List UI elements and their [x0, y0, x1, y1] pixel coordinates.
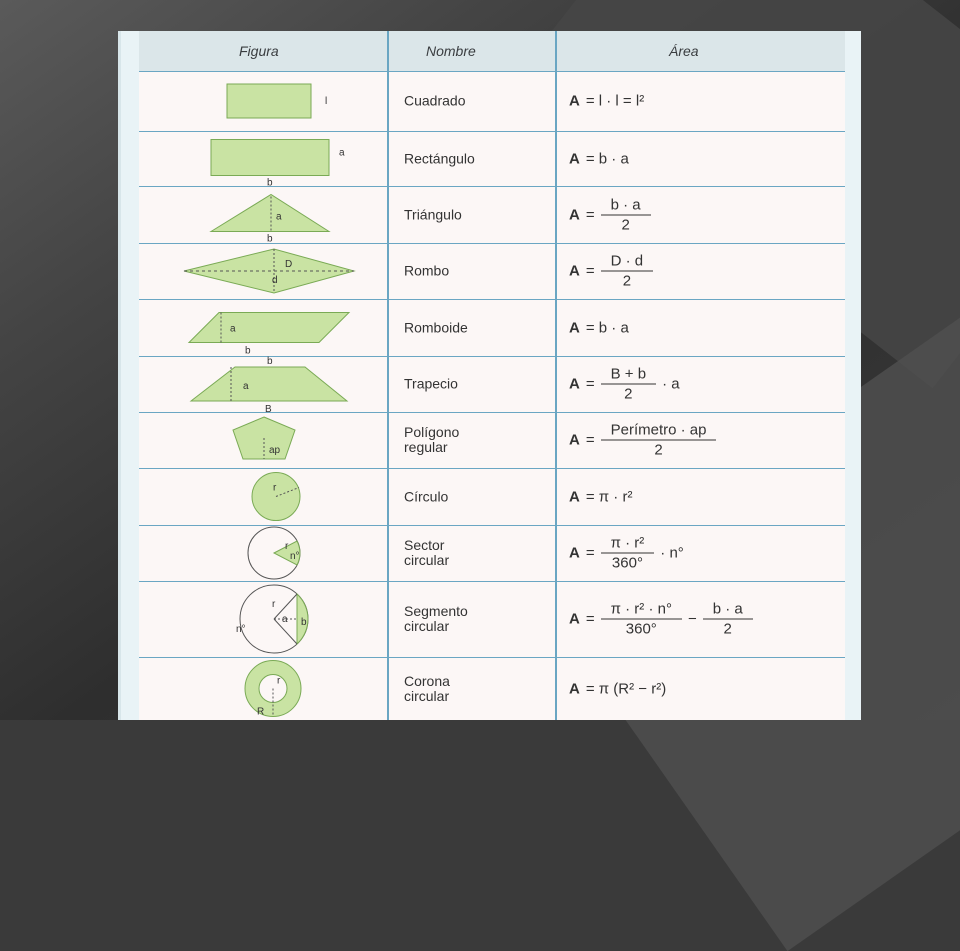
figure-name-line: Polígono	[404, 424, 460, 440]
svg-text:b: b	[267, 356, 273, 367]
figure-name-line: Trapecio	[404, 375, 458, 392]
right-margin-stripe	[845, 31, 861, 720]
numerator: π · r² · n°	[601, 601, 682, 620]
figure-diagram	[139, 299, 387, 356]
area-formula	[569, 366, 680, 403]
area-symbol: A	[569, 431, 580, 449]
shape-drawing	[139, 299, 387, 356]
formula-expression: =	[585, 206, 595, 223]
figure-name-line: circular	[404, 552, 450, 568]
figure-diagram	[139, 131, 387, 186]
numerator: D · d	[601, 253, 654, 272]
figure-name-line: Rombo	[404, 262, 450, 279]
figure-name	[404, 151, 524, 166]
table-row	[139, 131, 845, 187]
formula-expression: = b · a	[585, 319, 629, 336]
area-symbol: A	[569, 206, 580, 223]
figure-name	[404, 674, 524, 704]
area-formula	[569, 680, 666, 697]
formula-expression: = π · r²	[585, 488, 633, 505]
figure-name	[404, 425, 524, 455]
formula-expression: = b · a	[585, 150, 629, 167]
numerator: π · r²	[601, 535, 655, 554]
svg-text:a: a	[339, 147, 345, 159]
figure-name	[404, 207, 524, 222]
denominator: 2	[654, 441, 663, 459]
shape-drawing	[139, 186, 387, 243]
fraction	[601, 601, 682, 638]
formula-expression: =	[585, 375, 595, 393]
area-formula	[569, 601, 753, 638]
header-figura: Figura	[239, 43, 279, 59]
area-symbol: A	[569, 610, 580, 628]
area-symbol: A	[569, 92, 580, 110]
svg-text:r: r	[272, 599, 276, 610]
table-row	[139, 71, 845, 132]
figure-name	[404, 94, 524, 109]
svg-text:D: D	[285, 259, 293, 270]
svg-text:R: R	[257, 706, 265, 718]
formula-expression: = l · l = l²	[585, 92, 645, 110]
figure-name-line: Corona	[404, 672, 450, 689]
figure-name	[404, 538, 524, 568]
figure-name-line: Cuadrado	[404, 92, 466, 109]
formula-suffix: · a	[662, 375, 680, 393]
svg-text:B: B	[265, 404, 272, 412]
svg-text:b: b	[267, 177, 273, 186]
svg-text:l: l	[325, 96, 328, 107]
formula-expression: =	[585, 262, 595, 280]
figure-name-line: Segmento	[404, 603, 468, 619]
numerator: b · a	[703, 601, 753, 620]
svg-text:r: r	[285, 541, 289, 552]
table-row	[139, 525, 845, 582]
figure-diagram	[139, 581, 387, 657]
figure-diagram	[139, 243, 387, 299]
denominator: 2	[624, 385, 633, 403]
figure-name-line: Romboide	[404, 319, 468, 335]
figure-diagram	[139, 71, 387, 131]
area-symbol: A	[569, 375, 580, 393]
fraction	[601, 366, 656, 403]
formula-expression: =	[585, 610, 595, 628]
area-formula	[569, 319, 629, 336]
svg-text:a: a	[276, 211, 282, 223]
svg-text:a: a	[230, 323, 236, 335]
formula-suffix: · n°	[660, 544, 684, 562]
area-formula	[569, 196, 651, 233]
area-symbol: A	[569, 262, 580, 280]
svg-text:b: b	[267, 233, 273, 243]
table-row	[139, 581, 845, 658]
svg-text:a: a	[243, 381, 249, 392]
svg-text:r: r	[277, 675, 281, 687]
area-formula	[569, 535, 684, 572]
area-formula	[569, 150, 629, 167]
fraction	[601, 422, 717, 459]
svg-text:n°: n°	[236, 624, 246, 635]
denominator: 2	[622, 272, 632, 290]
svg-text:ap: ap	[269, 445, 281, 456]
figure-diagram	[139, 525, 387, 581]
svg-text:r: r	[273, 482, 277, 494]
denominator: 2	[621, 216, 630, 233]
figure-diagram	[139, 412, 387, 468]
area-formula	[569, 253, 653, 290]
formula-expression: =	[585, 544, 595, 562]
table-row	[139, 657, 845, 720]
shape-drawing	[139, 71, 387, 131]
area-symbol: A	[569, 319, 580, 336]
shape-drawing	[139, 581, 387, 657]
svg-text:b: b	[245, 345, 251, 356]
shape-drawing	[139, 412, 387, 468]
table-header	[139, 31, 845, 72]
figure-name-line: Rectángulo	[404, 150, 475, 166]
figure-name-line: regular	[404, 439, 448, 455]
shape-drawing	[139, 657, 387, 720]
table-row	[139, 356, 845, 413]
header-nombre: Nombre	[426, 43, 476, 59]
area-symbol: A	[569, 150, 580, 167]
numerator: Perímetro · ap	[601, 422, 717, 441]
area-symbol: A	[569, 488, 580, 505]
table-row	[139, 468, 845, 526]
figure-name-line: Sector	[404, 537, 445, 553]
figure-name	[404, 604, 524, 634]
area-formula	[569, 93, 644, 110]
formula-expression: =	[585, 431, 595, 449]
shape-drawing	[139, 131, 387, 186]
left-margin-stripe	[121, 31, 139, 720]
numerator: B + b	[601, 366, 656, 385]
fraction	[601, 535, 655, 572]
denominator: 360°	[611, 554, 643, 572]
table-row	[139, 299, 845, 357]
fraction	[601, 253, 654, 290]
denominator: 2	[723, 620, 732, 638]
area-symbol: A	[569, 680, 580, 697]
area-formula	[569, 422, 716, 459]
figure-name-line: circular	[404, 687, 450, 704]
table-row	[139, 243, 845, 300]
svg-text:n°: n°	[290, 551, 300, 562]
svg-text:b: b	[301, 617, 307, 628]
figure-diagram	[139, 468, 387, 525]
formula-table-scan	[118, 31, 861, 720]
shape-drawing	[139, 525, 387, 581]
area-symbol: A	[569, 544, 580, 562]
svg-text:a: a	[282, 614, 288, 625]
figure-name	[404, 377, 524, 392]
figure-name	[404, 489, 524, 504]
table-row	[139, 186, 845, 244]
fraction	[601, 196, 651, 233]
fraction	[703, 601, 753, 638]
table-row	[139, 412, 845, 469]
figure-name-line: Triángulo	[404, 206, 462, 222]
figure-diagram	[139, 657, 387, 720]
figure-name	[404, 320, 524, 335]
header-area: Área	[669, 43, 699, 59]
formula-suffix: −	[687, 610, 697, 628]
shape-drawing	[139, 356, 387, 412]
numerator: b · a	[601, 196, 651, 215]
svg-text:d: d	[272, 275, 278, 286]
shape-drawing	[139, 468, 387, 525]
area-formula	[569, 488, 632, 505]
formula-expression: = π (R² − r²)	[585, 680, 667, 697]
figure-name-line: circular	[404, 618, 450, 634]
shape-drawing	[139, 243, 387, 299]
figure-diagram	[139, 356, 387, 412]
figure-diagram	[139, 186, 387, 243]
figure-name	[404, 264, 524, 279]
denominator: 360°	[625, 620, 657, 638]
figure-name-line: Círculo	[404, 488, 449, 504]
